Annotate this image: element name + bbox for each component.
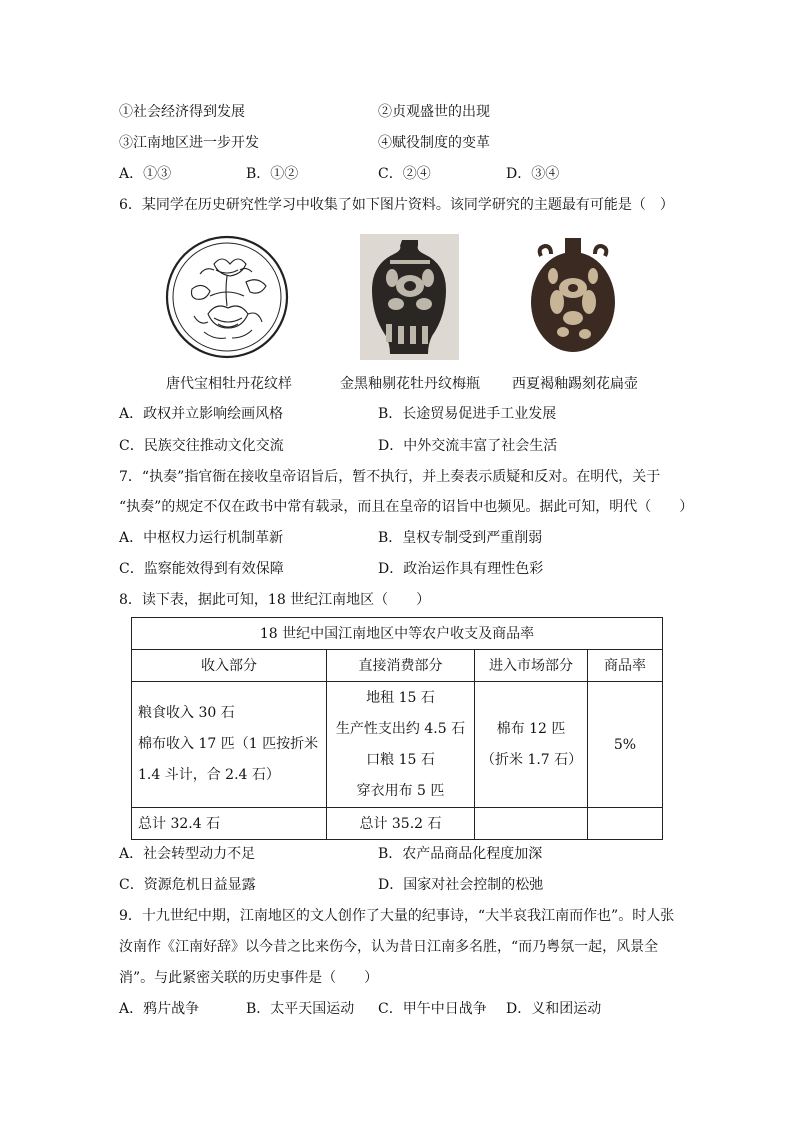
q5-option-a: A．①③: [119, 166, 172, 182]
income-line: 1.4 斗计，合 2.4 石）: [138, 767, 280, 783]
q7-option-a: A．中枢权力运行机制革新: [119, 530, 284, 546]
table-cell-market: [475, 682, 588, 808]
q7-option-b: B．皇权专制受到严重削弱: [378, 530, 543, 546]
q8-option-b: B．农产品商品化程度加深: [378, 846, 543, 862]
q9-option-a: A．鸦片战争: [119, 1001, 200, 1017]
q5-item-4: ④赋役制度的变革: [378, 135, 490, 151]
jin-black-glaze-vase-image: [360, 234, 459, 360]
income-expenditure-table: [131, 617, 663, 840]
table-title: 18 世纪中国江南地区中等农户收支及商品率: [132, 618, 663, 650]
caption-image-3: 西夏褐釉踢刻花扁壶: [512, 376, 638, 392]
consumption-line: 穿衣用布 5 匹: [356, 782, 445, 799]
market-line: 棉布 12 匹: [496, 720, 566, 737]
q8-option-a: A．社会转型动力不足: [119, 846, 256, 862]
q9-stem-line-3: 消”。与此紧密关联的历史事件是（ ）: [119, 970, 379, 986]
income-line: 棉布收入 17 匹（1 匹按折米: [138, 736, 319, 752]
q9-option-d: D．义和团运动: [506, 1001, 602, 1017]
market-line: （折米 1.7 石）: [481, 751, 583, 768]
table-header: 进入市场部分: [475, 650, 588, 682]
q8-stem: 8．读下表，据此可知，18 世纪江南地区（ ）: [119, 592, 431, 608]
q6-option-b: B．长途贸易促进手工业发展: [378, 406, 557, 422]
table-cell-total-income: 总计 32.4 石: [132, 808, 327, 840]
q8-option-c: C．资源危机日益显露: [119, 877, 256, 893]
q5-item-1: ①社会经济得到发展: [119, 104, 245, 120]
q7-stem-line-2: “执奏”的规定不仅在政书中常有载录，而且在皇帝的诏旨中也频见。据此可知，明代（ ）: [119, 499, 694, 515]
q7-stem-line-1: 7．“执奏”指官衙在接收皇帝诏旨后，暂不执行，并上奏表示质疑和反对。在明代，关于: [119, 469, 661, 485]
caption-image-1: 唐代宝相牡丹花纹样: [166, 376, 292, 392]
table-header: 收入部分: [132, 650, 327, 682]
table-header: 商品率: [588, 650, 663, 682]
table-cell-empty: [588, 808, 663, 840]
tang-peony-pattern-image: [164, 234, 291, 360]
table-cell-income: [132, 682, 327, 808]
q6-option-c: C．民族交往推动文化交流: [119, 438, 284, 454]
table-cell-total-consumption: 总计 35.2 石: [327, 808, 475, 840]
q6-option-a: A．政权并立影响绘画风格: [119, 406, 284, 422]
income-line: 粮食收入 30 石: [138, 705, 235, 721]
caption-image-2: 金黑釉剔花牡丹纹梅瓶: [340, 376, 480, 392]
consumption-line: 生产性支出约 4.5 石: [335, 720, 466, 737]
q5-option-d: D．③④: [506, 166, 560, 182]
consumption-line: 口粮 15 石: [366, 751, 435, 768]
q8-option-d: D．国家对社会控制的松弛: [378, 877, 544, 893]
q5-option-b: B．①②: [246, 166, 299, 182]
q7-option-d: D．政治运作具有理性色彩: [378, 561, 544, 577]
q5-item-2: ②贞观盛世的出现: [378, 104, 490, 120]
xixia-flask-image: [527, 236, 619, 359]
q6-option-d: D．中外交流丰富了社会生活: [378, 438, 558, 454]
table-cell-rate: 5%: [588, 682, 663, 808]
q9-option-c: C．甲午中日战争: [378, 1001, 487, 1017]
table-header: 直接消费部分: [327, 650, 475, 682]
q5-item-3: ③江南地区进一步开发: [119, 135, 259, 151]
table-cell-consumption: [327, 682, 475, 808]
q6-stem: 6．某同学在历史研究性学习中收集了如下图片资料。该同学研究的主题最有可能是（ ）: [119, 197, 674, 213]
consumption-line: 地租 15 石: [366, 689, 435, 706]
q9-option-b: B．太平天国运动: [246, 1001, 355, 1017]
q9-stem-line-1: 9．十九世纪中期，江南地区的文人创作了大量的纪事诗，“大半哀我江南而作也”。时人张: [119, 908, 675, 924]
table-cell-empty: [475, 808, 588, 840]
q7-option-c: C．监察能效得到有效保障: [119, 561, 284, 577]
q9-stem-line-2: 汝南作《江南好辞》以今昔之比来伤今，认为昔日江南多名胜，“而乃粤氛一起，风景全: [119, 939, 659, 955]
q5-option-c: C．②④: [378, 166, 431, 182]
